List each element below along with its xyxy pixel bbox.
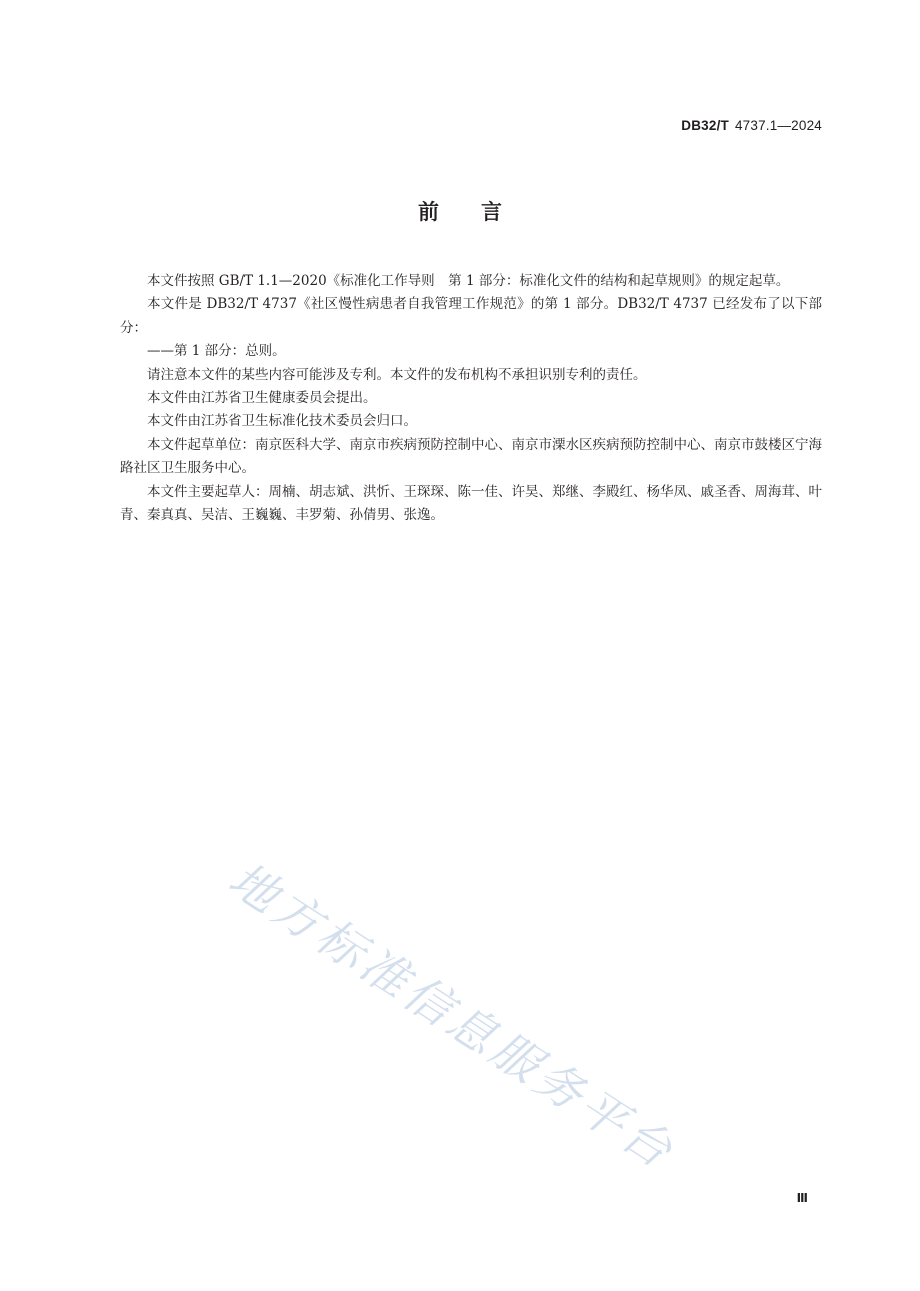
paragraph-drafting-organizations: 本文件起草单位：南京医科大学、南京市疾病预防控制中心、南京市溧水区疾病预防控制中心、南京市鼓楼区宁海路社区卫生服务中心。 [120, 436, 822, 477]
paragraph-proposer: 本文件由江苏省卫生健康委员会提出。 [147, 390, 377, 407]
page-number: Ⅲ [796, 1191, 808, 1205]
paragraph-part-list: ——第 1 部分：总则。 [147, 343, 286, 360]
standard-number: 4737.1—2024 [734, 118, 822, 133]
foreword-body [120, 270, 822, 527]
paragraph-drafters: 本文件主要起草人：周楠、胡志斌、洪忻、王琛琛、陈一佳、许昊、郑继、李殿红、杨华凤、戚圣香、周海茸、叶青、秦真真、吴洁、王巍巍、丰罗菊、孙倩男、张逸。 [120, 483, 822, 524]
title-char-1: 前 [418, 200, 439, 224]
standard-prefix: DB32/T [681, 118, 729, 133]
paragraph-patent-notice: 请注意本文件的某些内容可能涉及专利。本文件的发布机构不承担识别专利的责任。 [147, 366, 647, 383]
document-code [681, 118, 822, 133]
page-title [0, 196, 920, 226]
paragraph-drafting-basis: 本文件按照 GB/T 1.1—2020《标准化工作导则 第 1 部分：标准化文件的结构和起草规则》的规定起草。 [147, 273, 790, 289]
watermark-text: 地方标准信息服务平台 [218, 851, 685, 1182]
paragraph-technical-committee: 本文件由江苏省卫生标准化技术委员会归口。 [147, 413, 417, 430]
title-char-2: 言 [481, 200, 502, 224]
paragraph-part-of-series: 本文件是 DB32/T 4737《社区慢性病患者自我管理工作规范》的第 1 部分。DB32/T 4737 已经发布了以下部分： [120, 296, 822, 336]
